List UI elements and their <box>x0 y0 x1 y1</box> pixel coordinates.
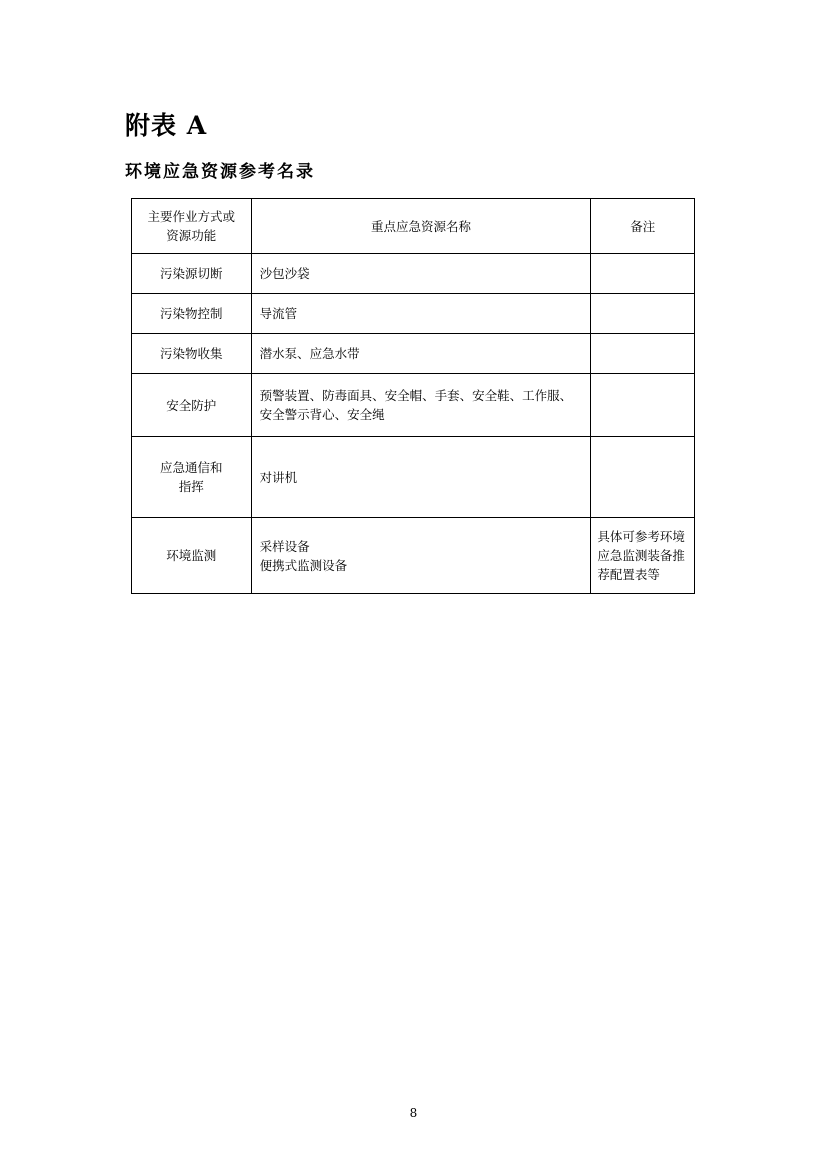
row-resource-name: 导流管 <box>251 294 591 334</box>
header-function-text: 主要作业方式或资源功能 <box>147 209 236 243</box>
row-function: 环境监测 <box>132 518 252 594</box>
table-row <box>132 334 695 374</box>
table-row <box>132 437 695 518</box>
resource-table <box>131 198 695 594</box>
row-note: 具体可参考环境应急监测装备推荐配置表等 <box>591 518 695 594</box>
table-row <box>132 294 695 334</box>
table-row <box>132 374 695 437</box>
row-resource-name: 沙包沙袋 <box>251 254 591 294</box>
row-function <box>132 437 252 518</box>
header-note-text: 备注 <box>630 218 656 234</box>
table-title: 环境应急资源参考名录 <box>125 162 315 182</box>
row-note <box>591 254 695 294</box>
header-function <box>132 199 252 254</box>
row-function: 污染源切断 <box>132 254 252 294</box>
row-resource-name: 采样设备 便携式监测设备 <box>251 518 591 594</box>
row-note <box>591 437 695 518</box>
row-resource-name: 预警装置、防毒面具、安全帽、手套、安全鞋、工作服、安全警示背心、安全绳 <box>251 374 591 437</box>
row-note <box>591 374 695 437</box>
row-note <box>591 294 695 334</box>
row-function: 污染物收集 <box>132 334 252 374</box>
row-function: 安全防护 <box>132 374 252 437</box>
appendix-title: 附表 A <box>125 111 208 140</box>
row-function: 污染物控制 <box>132 294 252 334</box>
row-resource-name: 对讲机 <box>251 437 591 518</box>
header-name-text: 重点应急资源名称 <box>371 218 472 234</box>
page-number: 8 <box>409 1106 418 1120</box>
table-row <box>132 518 695 594</box>
table-row <box>132 254 695 294</box>
header-name <box>251 199 591 254</box>
header-note <box>591 199 695 254</box>
row-resource-name: 潜水泵、应急水带 <box>251 334 591 374</box>
row-function-text: 应急通信和指挥 <box>160 460 223 494</box>
row-note <box>591 334 695 374</box>
table-header-row <box>132 199 695 254</box>
